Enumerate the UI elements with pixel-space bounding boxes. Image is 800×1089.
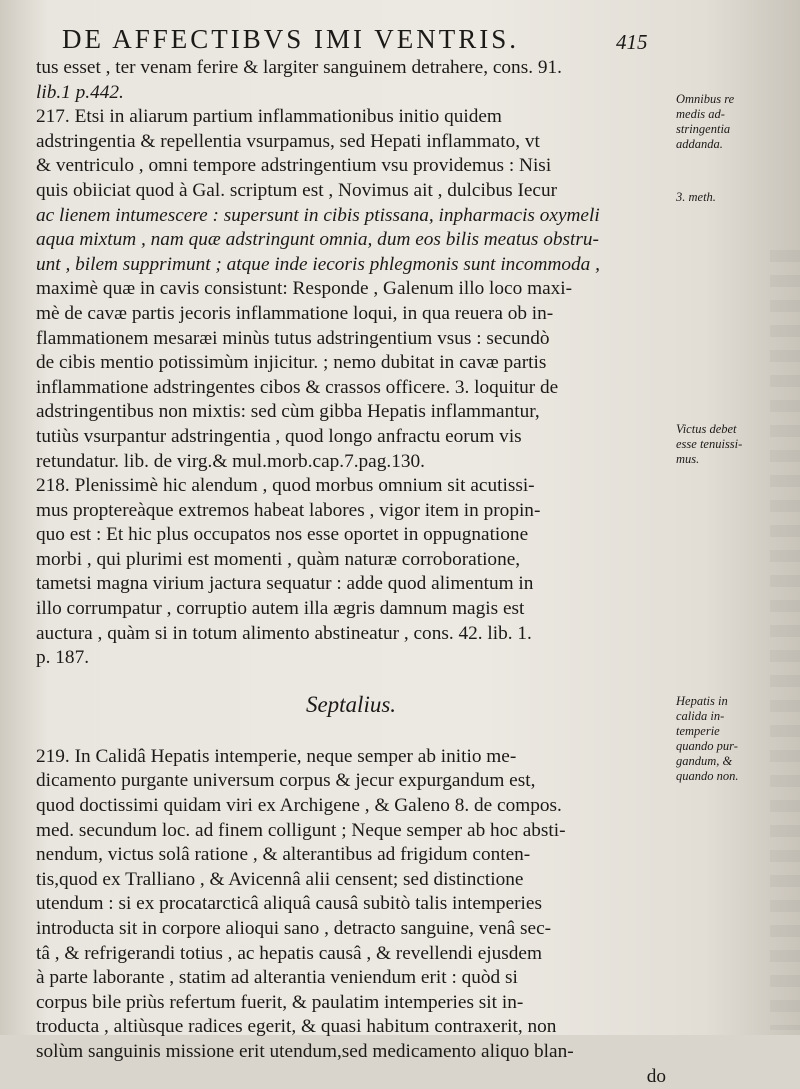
text-line: quo est : Et hic plus occupatos nos esse oportet in oppugnatione bbox=[36, 524, 529, 546]
text-line: flammationem mesaræi minùs tutus adstringentium vsus : secundò bbox=[36, 327, 550, 349]
text-line: auctura , quàm si in totum alimento abstineatur , cons. 42. lib. 1. bbox=[36, 622, 532, 644]
margin-note-line: addanda. bbox=[676, 137, 723, 151]
text-line: maximè quæ in cavis consistunt: Responde , Galenum illo loco maxi- bbox=[36, 278, 573, 300]
text-line: 219. In Calidâ Hepatis intemperie, neque semper ab initio me- bbox=[36, 745, 517, 767]
text-line: med. secundum loc. ad finem colligunt ; Neque semper ab hoc absti- bbox=[36, 819, 566, 841]
text-line: utendum : si ex procatarcticâ aliquâ causâ subitò talis intemperies bbox=[36, 893, 542, 915]
margin-note-line: Victus debet bbox=[676, 422, 737, 436]
main-text bbox=[36, 56, 666, 1089]
text-line: quis obiiciat quod à Gal. scriptum est , Novimus ait , dulcibus Iecur bbox=[36, 179, 558, 201]
text-line: solùm sanguinis missione erit utendum,sed medicamento aliquo blan- bbox=[36, 1040, 574, 1062]
text-line: 217. Etsi in aliarum partium inflammationibus initio quidem bbox=[36, 106, 502, 128]
text-line: inflammatione adstringentes cibos & crassos officere. 3. loquitur de bbox=[36, 376, 559, 398]
margin-note-line: 3. meth. bbox=[676, 190, 716, 204]
margin-note-line: medis ad- bbox=[676, 107, 725, 121]
text-line: 218. Plenissimè hic alendum , quod morbus omnium sit acutissi- bbox=[36, 475, 535, 497]
text-line: tus esset , ter venam ferire & largiter sanguinem detrahere, cons. 91. bbox=[36, 57, 562, 78]
text-line: tutiùs vsurpantur adstringentia , quod longo anfractu eorum vis bbox=[36, 425, 522, 447]
margin-note-adstringentia bbox=[676, 92, 780, 152]
margin-note-line: gandum, & bbox=[676, 754, 733, 768]
margin-note-line: quando pur- bbox=[676, 739, 738, 753]
margin-note-hepatis bbox=[676, 694, 780, 784]
text-line: illo corrumpatur , corruptio autem illa ægris damnum magis est bbox=[36, 598, 525, 620]
text-line: quod doctissimi quidam viri ex Archigene , & Galeno 8. de compos. bbox=[36, 795, 562, 817]
text-line: ac lienem intumescere : supersunt in cibis ptissana, inpharmacis oxymeli bbox=[36, 204, 600, 226]
text-line: morbi , qui plurimi est momenti , quàm naturæ corroboratione, bbox=[36, 548, 521, 570]
text-line: tâ , & refrigerandi totius , ac hepatis causâ , & revellendi ejusdem bbox=[36, 942, 542, 964]
margin-note-victus bbox=[676, 422, 780, 467]
text-line: p. 187. bbox=[36, 647, 90, 669]
margin-note-line: Omnibus re bbox=[676, 92, 735, 106]
text-line: tis,quod ex Tralliano , & Avicennâ alii censent; sed distinctione bbox=[36, 868, 524, 890]
section-heading: Septalius. bbox=[305, 691, 397, 717]
text-line: mus proptereàque extremos habeat labores , vigor item in propin- bbox=[36, 499, 541, 521]
text-line: aqua mixtum , nam quæ adstringunt omnia, dum eos bilis meatus obstru- bbox=[36, 229, 599, 251]
text-line: adstringentibus non mixtis: sed cùm gibba Hepatis inflammantur, bbox=[36, 401, 540, 423]
margin-note-line: calida in- bbox=[676, 709, 725, 723]
text-line: retundatur. lib. de virg.& mul.morb.cap.7.pag.130. bbox=[36, 450, 425, 472]
text-line: lib.1 p.442. bbox=[36, 81, 124, 103]
text-line: de cibis mentio potissimùm injicitur. ; nemo dubitat in cavæ partis bbox=[36, 352, 547, 374]
text-line: dicamento purgante universum corpus & jecur expurgandum est, bbox=[36, 770, 536, 792]
text-line: unt , bilem supprimunt ; atque inde iecoris phlegmonis sunt incommoda , bbox=[36, 253, 600, 275]
margin-note-meth bbox=[676, 190, 780, 205]
text-line: & ventriculo , omni tempore adstringentium vsu providemus : Nisi bbox=[36, 155, 552, 177]
text-line: à parte laborante , statim ad alterantia veniendum erit : quòd si bbox=[36, 967, 518, 989]
page-edge-shadow bbox=[770, 250, 800, 1030]
margin-note-line: stringentia bbox=[676, 122, 731, 136]
text-line: do bbox=[646, 1065, 666, 1087]
margin-note-line: mus. bbox=[676, 452, 700, 466]
running-head: DE AFFECTIBVS IMI VENTRIS. bbox=[62, 24, 520, 54]
text-line: tametsi magna virium jactura sequatur : adde quod alimentum in bbox=[36, 573, 534, 595]
margin-note-line: Hepatis in bbox=[676, 694, 728, 708]
margin-note-line: temperie bbox=[676, 724, 720, 738]
text-line: corpus bile priùs refertum fuerit, & paulatim intemperies sit in- bbox=[36, 991, 524, 1013]
margin-note-line: esse tenuissi- bbox=[676, 437, 743, 451]
text-line: introducta sit in corpore alioqui sano , detracto sanguine, venâ sec- bbox=[36, 918, 552, 939]
margin-note-line: quando non. bbox=[676, 769, 739, 783]
text-line: nendum, victus solâ ratione , & alterantibus ad frigidum conten- bbox=[36, 844, 531, 866]
text-line: mè de cavæ partis jecoris inflammatione loqui, in qua reuera ob in- bbox=[36, 302, 554, 324]
page-number: 415 bbox=[616, 30, 648, 54]
text-line: troducta , altiùsque radices egerit, & quasi habitum contraxerit, non bbox=[36, 1016, 557, 1038]
text-line: adstringentia & repellentia vsurpamus, sed Hepati inflammato, vt bbox=[36, 130, 540, 152]
